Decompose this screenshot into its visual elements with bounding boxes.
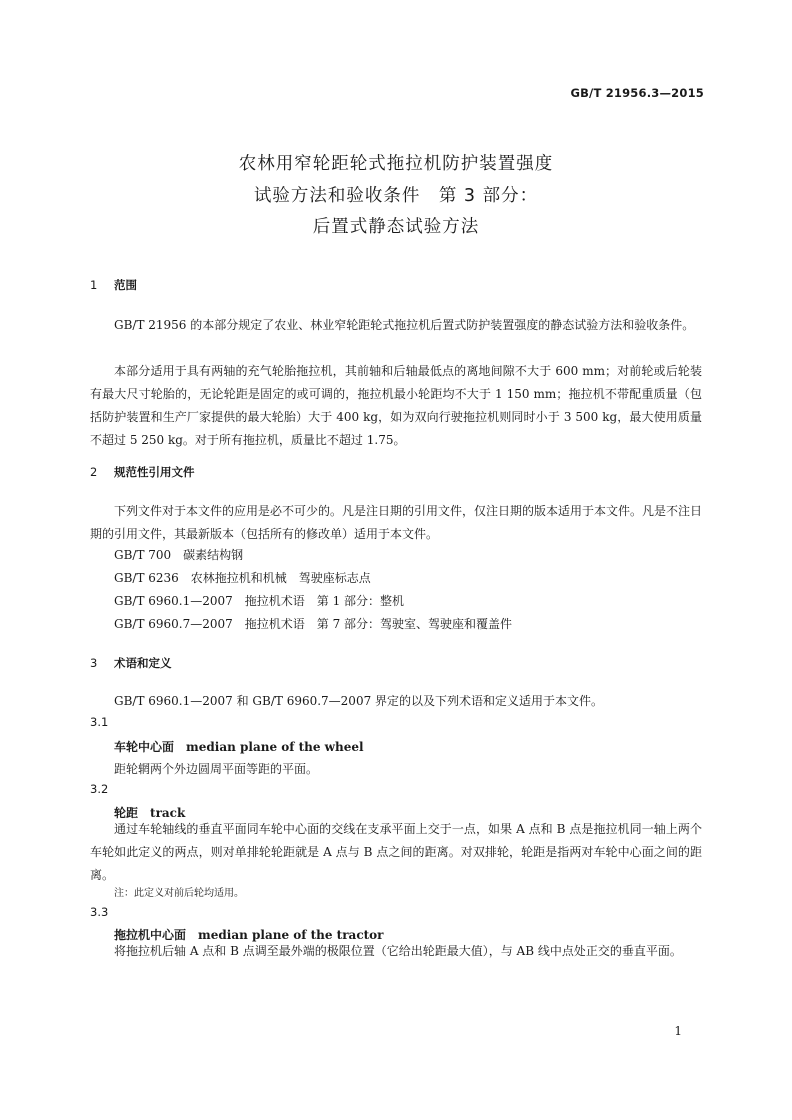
reference-item: GB/T 6236 农林拖拉机和机械 驾驶座标志点 bbox=[114, 571, 371, 585]
term-note: 注：此定义对前后轮均适用。 bbox=[114, 888, 244, 899]
section-heading-scope bbox=[90, 277, 137, 293]
section-number: 2 bbox=[90, 465, 98, 479]
section-heading-normative-references bbox=[90, 464, 195, 480]
page-number: 1 bbox=[674, 1024, 682, 1038]
reference-item: GB/T 6960.7—2007 拖拉机术语 第 7 部分：驾驶室、驾驶座和覆盖件 bbox=[114, 617, 513, 631]
scope-paragraph-1: GB/T 21956 的本部分规定了农业、林业窄轮距轮式拖拉机后置式防护装置强度的静态试验方法和验收条件。 bbox=[114, 318, 695, 332]
term-definition: 通过车轮轴线的垂直平面同车轮中心面的交线在支承平面上交于一点，如果 A 点和 B 点是拖拉机同一轴上两个车轮如此定义的两点，则对单排轮轮距就是 A 点与 B 点之间的距离。对双排轮，轮距是指两对车轮中心面之间的距离。 bbox=[90, 822, 702, 882]
term-chinese: 车轮中心面 bbox=[114, 740, 175, 754]
reference-item: GB/T 700 碳素结构钢 bbox=[114, 548, 244, 562]
term-definition: 将拖拉机后轴 A 点和 B 点调至最外端的极限位置（它给出轮距最大值），与 AB 线中点处正交的垂直平面。 bbox=[114, 944, 682, 958]
section-number: 1 bbox=[90, 278, 98, 292]
section-title: 规范性引用文件 bbox=[114, 465, 195, 479]
term-entry bbox=[114, 738, 364, 755]
term-definition: 距轮辋两个外边圆周平面等距的平面。 bbox=[114, 762, 319, 776]
section-title: 术语和定义 bbox=[114, 656, 172, 670]
normative-intro: 下列文件对于本文件的应用是必不可少的。凡是注日期的引用文件，仅注日期的版本适用于本文件。凡是不注日期的引用文件，其最新版本（包括所有的修改单）适用于本文件。 bbox=[90, 504, 703, 541]
term-english: track bbox=[150, 806, 186, 820]
section-number: 3 bbox=[90, 656, 98, 670]
term-chinese: 轮距 bbox=[114, 806, 139, 820]
term-english: median plane of the tractor bbox=[198, 928, 384, 942]
term-english: median plane of the wheel bbox=[186, 740, 364, 754]
reference-item: GB/T 6960.1—2007 拖拉机术语 第 1 部分：整机 bbox=[114, 594, 405, 608]
term-number: 3.3 bbox=[90, 905, 109, 919]
term-number: 3.1 bbox=[90, 715, 109, 729]
terms-intro: GB/T 6960.1—2007 和 GB/T 6960.7—2007 界定的以及下列术语和定义适用于本文件。 bbox=[114, 694, 604, 708]
section-title: 范围 bbox=[114, 278, 137, 292]
document-code: GB/T 21956.3—2015 bbox=[570, 86, 704, 100]
title-line-2: 试验方法和验收条件 第 3 部分： bbox=[253, 186, 539, 206]
term-number: 3.2 bbox=[90, 782, 109, 796]
title-line-3: 后置式静态试验方法 bbox=[312, 217, 480, 237]
section-heading-terms-definitions bbox=[90, 655, 172, 671]
scope-paragraph-2: 本部分适用于具有两轴的充气轮胎拖拉机，其前轴和后轴最低点的离地间隙不大于 600 mm；对前轮或后轮装有最大尺寸轮胎的，无论轮距是固定的或可调的，拖拉机最小轮距均不大于 1 150 mm；拖拉机不带配重质量（包括防护装置和生产厂家提供的最大轮胎）大于 400 kg，如为双向行驶拖拉机则同时小于 3 500 kg，最大使用质量不超过 5 250 kg。对于所有拖拉机，质量比不超过 1.75。 bbox=[90, 364, 702, 447]
title-line-1: 农林用窄轮距轮式拖拉机防护装置强度 bbox=[238, 154, 554, 174]
term-chinese: 拖拉机中心面 bbox=[114, 928, 187, 942]
